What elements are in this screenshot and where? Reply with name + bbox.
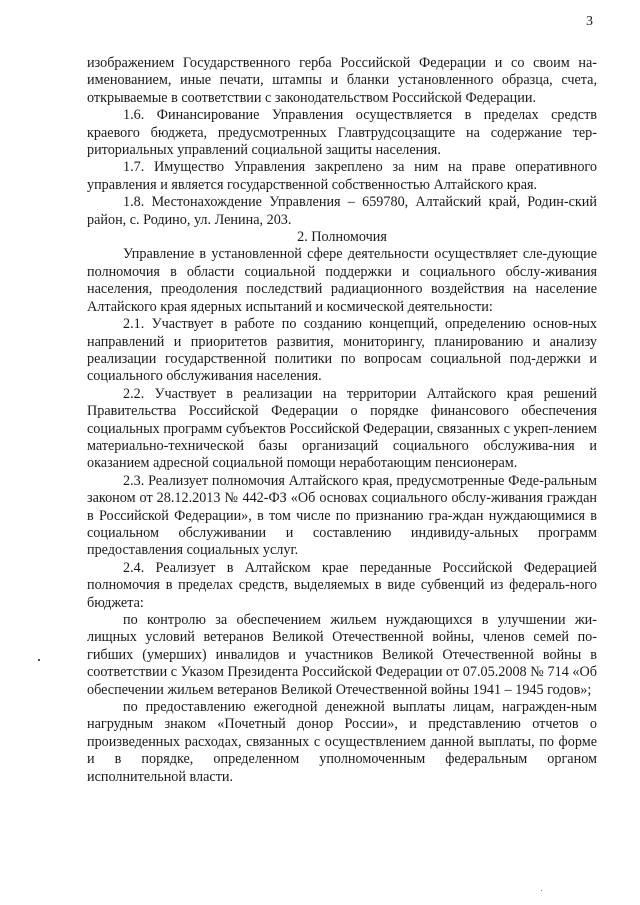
scan-mark <box>541 890 542 891</box>
scan-mark <box>38 659 40 661</box>
section-title: 2. Полномочия <box>297 229 387 246</box>
paragraph-continuation: изображением Государственного герба Российской Федерации и со своим на-именованием, иные печати, штампы и бланки установленного образца, счета, открываемые в соответствии с законодательством Российской Федерации. <box>87 55 597 106</box>
paragraph-1-8: 1.8. Местонахождение Управления – 659780, Алтайский край, Родин-ский район, с. Родино, ул. Ленина, 203. <box>87 194 597 228</box>
paragraph-2-1: 2.1. Участвует в работе по созданию концепций, определению основ-ных направлений и приоритетов развития, мониторингу, планированию и анализу реализации государственной политики по вопросам социальной под-держки и социального обслуживания населения. <box>87 316 597 385</box>
document-body <box>87 55 597 786</box>
section-intro: Управление в установленной сфере деятельности осуществляет сле-дующие полномочия в области социальной поддержки и социального обслу-живания населения, преодоления последствий радиационного воздействия на население Алтайского края ядерных испытаний и космической деятельности: <box>87 246 597 315</box>
paragraph-2-4-housing: по контролю за обеспечением жильем нуждающихся в улучшении жи-лищных условий ветеранов Великой Отечественной войны, членов семей по-гибших (умерших) инвалидов и участников Великой Отечественной войны в соответствии с Указом Президента Российской Федерации от 07.05.2008 № 714 «Об обеспечении жильем ветеранов Великой Отечественной войны 1941 – 1945 годов»; <box>87 612 597 698</box>
paragraph-1-6: 1.6. Финансирование Управления осуществляется в пределах средств краевого бюджета, предусмотренных Главтрудсоцзащите на содержание тер-риториальных управлений социальной защиты населения. <box>87 107 597 159</box>
paragraph-1-7: 1.7. Имущество Управления закреплено за ним на праве оперативного управления и является государственной собственностью Алтайского края. <box>87 159 597 193</box>
paragraph-2-2: 2.2. Участвует в реализации на территории Алтайского края решений Правительства Российской Федерации о порядке финансового обеспечения социальных программ субъектов Российской Федерации, связанных с укреп-лением материально-технической базы организаций социального обслужива-ния и оказанием адресной социальной помощи неработающим пенсионерам. <box>87 385 597 472</box>
paragraph-2-4-donor: по предоставлению ежегодной денежной выплаты лицам, награжден-ным нагрудным знаком «Почетный донор России», и представлению отчетов о произведенных расходах, связанных с осуществлением данной выплаты, по форме и в порядке, определенном уполномоченным федеральным органом исполнительной власти. <box>87 699 597 785</box>
paragraph-2-4: 2.4. Реализует в Алтайском крае переданные Российской Федерацией полномочия в пределах средств, выделяемых в виде субвенций из федераль-ного бюджета: <box>87 559 597 611</box>
page-number: 3 <box>586 14 593 29</box>
paragraph-2-3: 2.3. Реализует полномочия Алтайского края, предусмотренные Феде-ральным законом от 28.12.2013 № 442-ФЗ «Об основах социального обслу-живания граждан в Российской Федерации», в том числе по признанию гра-ждан нуждающимися в социальном обслуживании и составлению индивиду-альных программ предоставления социальных услуг. <box>87 472 597 559</box>
